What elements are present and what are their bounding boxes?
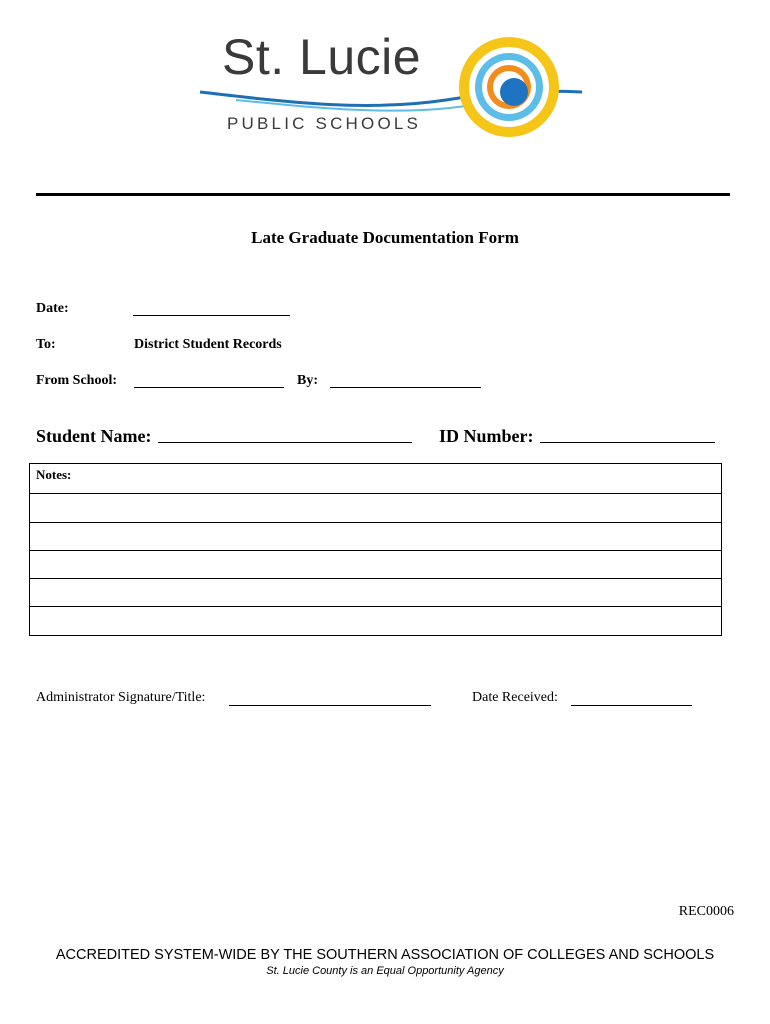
notes-line xyxy=(30,550,721,551)
equal-opportunity-text: St. Lucie County is an Equal Opportunity Agency xyxy=(266,965,504,977)
to-label: To: xyxy=(36,337,56,352)
to-value: District Student Records xyxy=(134,337,282,352)
id-number-label: ID Number: xyxy=(439,426,534,446)
notes-line xyxy=(30,578,721,579)
notes-box[interactable] xyxy=(29,463,722,636)
from-school-field[interactable] xyxy=(134,387,284,388)
by-label: By: xyxy=(297,373,318,388)
from-school-label: From School: xyxy=(36,373,118,388)
notes-label: Notes: xyxy=(36,467,72,482)
logo-rings-icon xyxy=(459,37,559,137)
form-title: Late Graduate Documentation Form xyxy=(251,228,519,247)
admin-signature-field[interactable] xyxy=(229,705,431,706)
date-field[interactable] xyxy=(133,315,290,316)
date-label: Date: xyxy=(36,301,69,316)
header-divider xyxy=(36,193,730,196)
accreditation-text: ACCREDITED SYSTEM-WIDE BY THE SOUTHERN ASSOCIATION OF COLLEGES AND SCHOOLS xyxy=(55,947,715,963)
form-code: REC0006 xyxy=(678,904,734,919)
notes-line xyxy=(30,606,721,607)
notes-line xyxy=(30,493,721,494)
student-name-field[interactable] xyxy=(158,442,412,443)
logo-subtitle: PUBLIC SCHOOLS xyxy=(227,114,422,133)
admin-signature-label: Administrator Signature/Title: xyxy=(36,690,206,705)
by-field[interactable] xyxy=(330,387,481,388)
logo-title: St. Lucie xyxy=(222,29,422,85)
notes-line xyxy=(30,522,721,523)
student-name-label: Student Name: xyxy=(36,426,152,446)
id-number-field[interactable] xyxy=(540,442,715,443)
date-received-label: Date Received: xyxy=(472,690,558,705)
date-received-field[interactable] xyxy=(571,705,692,706)
